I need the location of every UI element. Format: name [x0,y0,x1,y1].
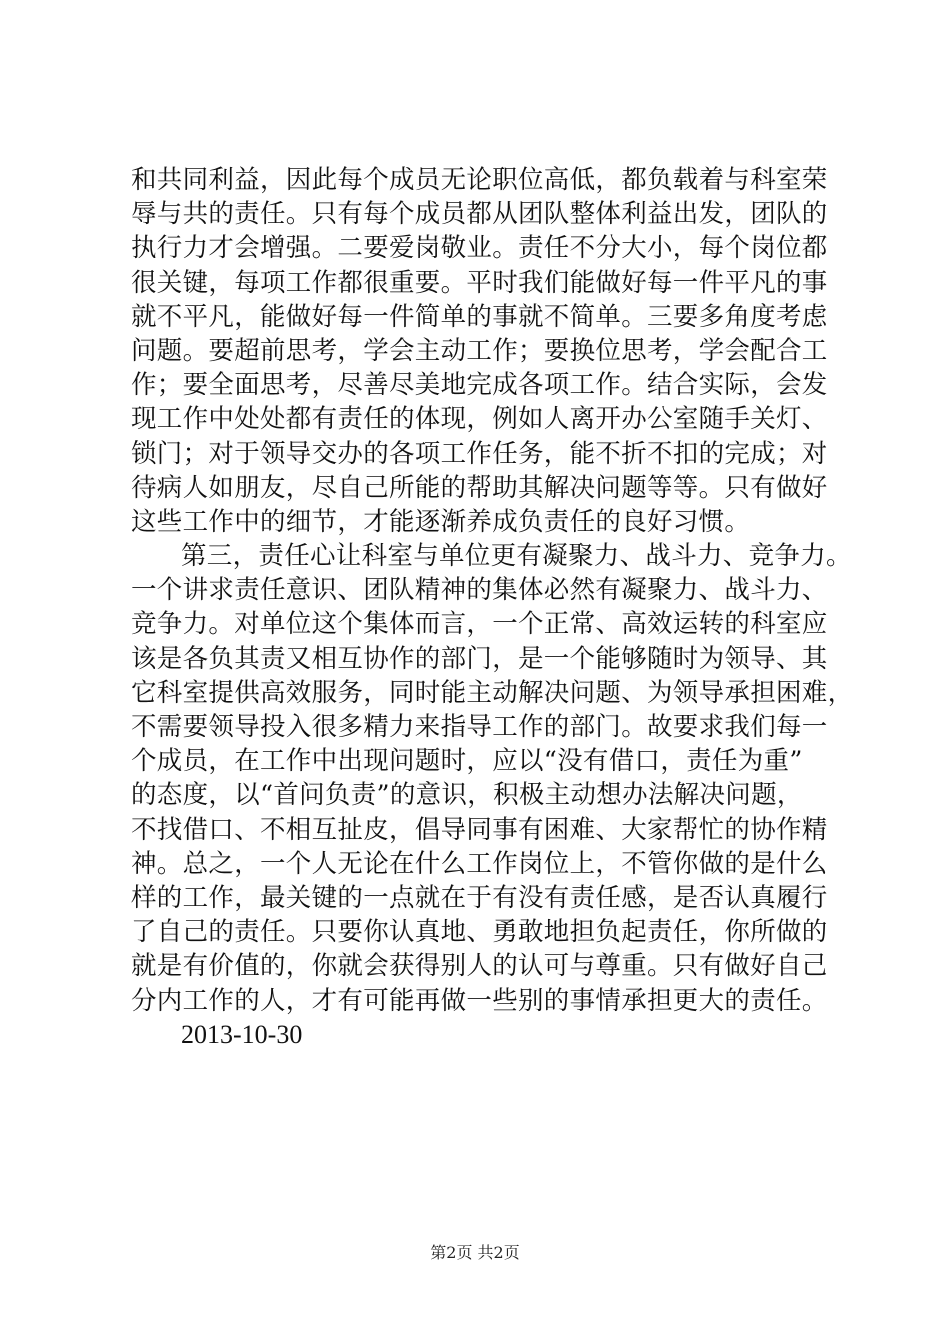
text-line: 执行力才会增强。二要爱岗敬业。责任不分大小，每个岗位都 [131,233,828,264]
text-line: 很关键，每项工作都很重要。平时我们能做好每一件平凡的事 [131,267,828,298]
text-line: 现工作中处处都有责任的体现，例如人离开办公室随手关灯、 [131,404,828,435]
text-line: 不找借口、不相互扯皮，倡导同事有困难、大家帮忙的协作精 [131,814,828,845]
text-line: 这些工作中的细节，才能逐渐养成负责任的良好习惯。 [131,506,751,537]
text-line: 该是各负其责又相互协作的部门，是一个能够随时为领导、其 [131,643,828,674]
text-line: 竞争力。对单位这个集体而言，一个正常、高效运转的科室应 [131,609,828,640]
text-line: 的态度，以“首问负责”的意识，积极主动想办法解决问题， [131,780,803,811]
text-line: 和共同利益，因此每个成员无论职位高低，都负载着与科室荣 [131,165,828,195]
document-body [131,163,854,1052]
paragraph-start-line: 第三，责任心让科室与单位更有凝聚力、战斗力、竞争力。 [181,541,852,572]
text-line: 分内工作的人，才有可能再做一些别的事情承担更大的责任。 [131,985,828,1016]
text-line: 不需要领导投入很多精力来指导工作的部门。故要求我们每一 [131,712,828,742]
text-line: 它科室提供高效服务，同时能主动解决问题、为领导承担困难， [131,677,854,708]
page-footer [0,1243,950,1263]
text-line: 了自己的责任。只要你认真地、勇敢地担负起责任，你所做的 [131,917,828,948]
text-line: 问题。要超前思考，学会主动工作；要换位思考，学会配合工 [131,335,828,366]
text-line: 待病人如朋友，尽自己所能的帮助其解决问题等等。只有做好 [131,472,828,503]
text-line: 神。总之，一个人无论在什么工作岗位上，不管你做的是什么 [131,848,828,879]
text-line: 就不平凡，能做好每一件简单的事就不简单。三要多角度考虑 [131,301,828,332]
text-line: 作；要全面思考，尽善尽美地完成各项工作。结合实际，会发 [131,370,828,401]
text-line: 一个讲求责任意识、团队精神的集体必然有凝聚力、战斗力、 [131,575,828,606]
text-line: 辱与共的责任。只有每个成员都从团队整体利益出发，团队的 [131,199,828,230]
document-date: 2013-10-30 [181,1019,303,1049]
text-line: 就是有价值的，你就会获得别人的认可与尊重。只有做好自己 [131,951,828,982]
text-line: 锁门；对于领导交办的各项工作任务，能不折不扣的完成；对 [131,438,828,469]
page-number-indicator: 第2页 共2页 [430,1243,520,1262]
text-line: 样的工作，最关键的一点就在于有没有责任感，是否认真履行 [131,882,828,913]
text-line: 个成员，在工作中出现问题时，应以“没有借口，责任为重” [131,746,803,777]
